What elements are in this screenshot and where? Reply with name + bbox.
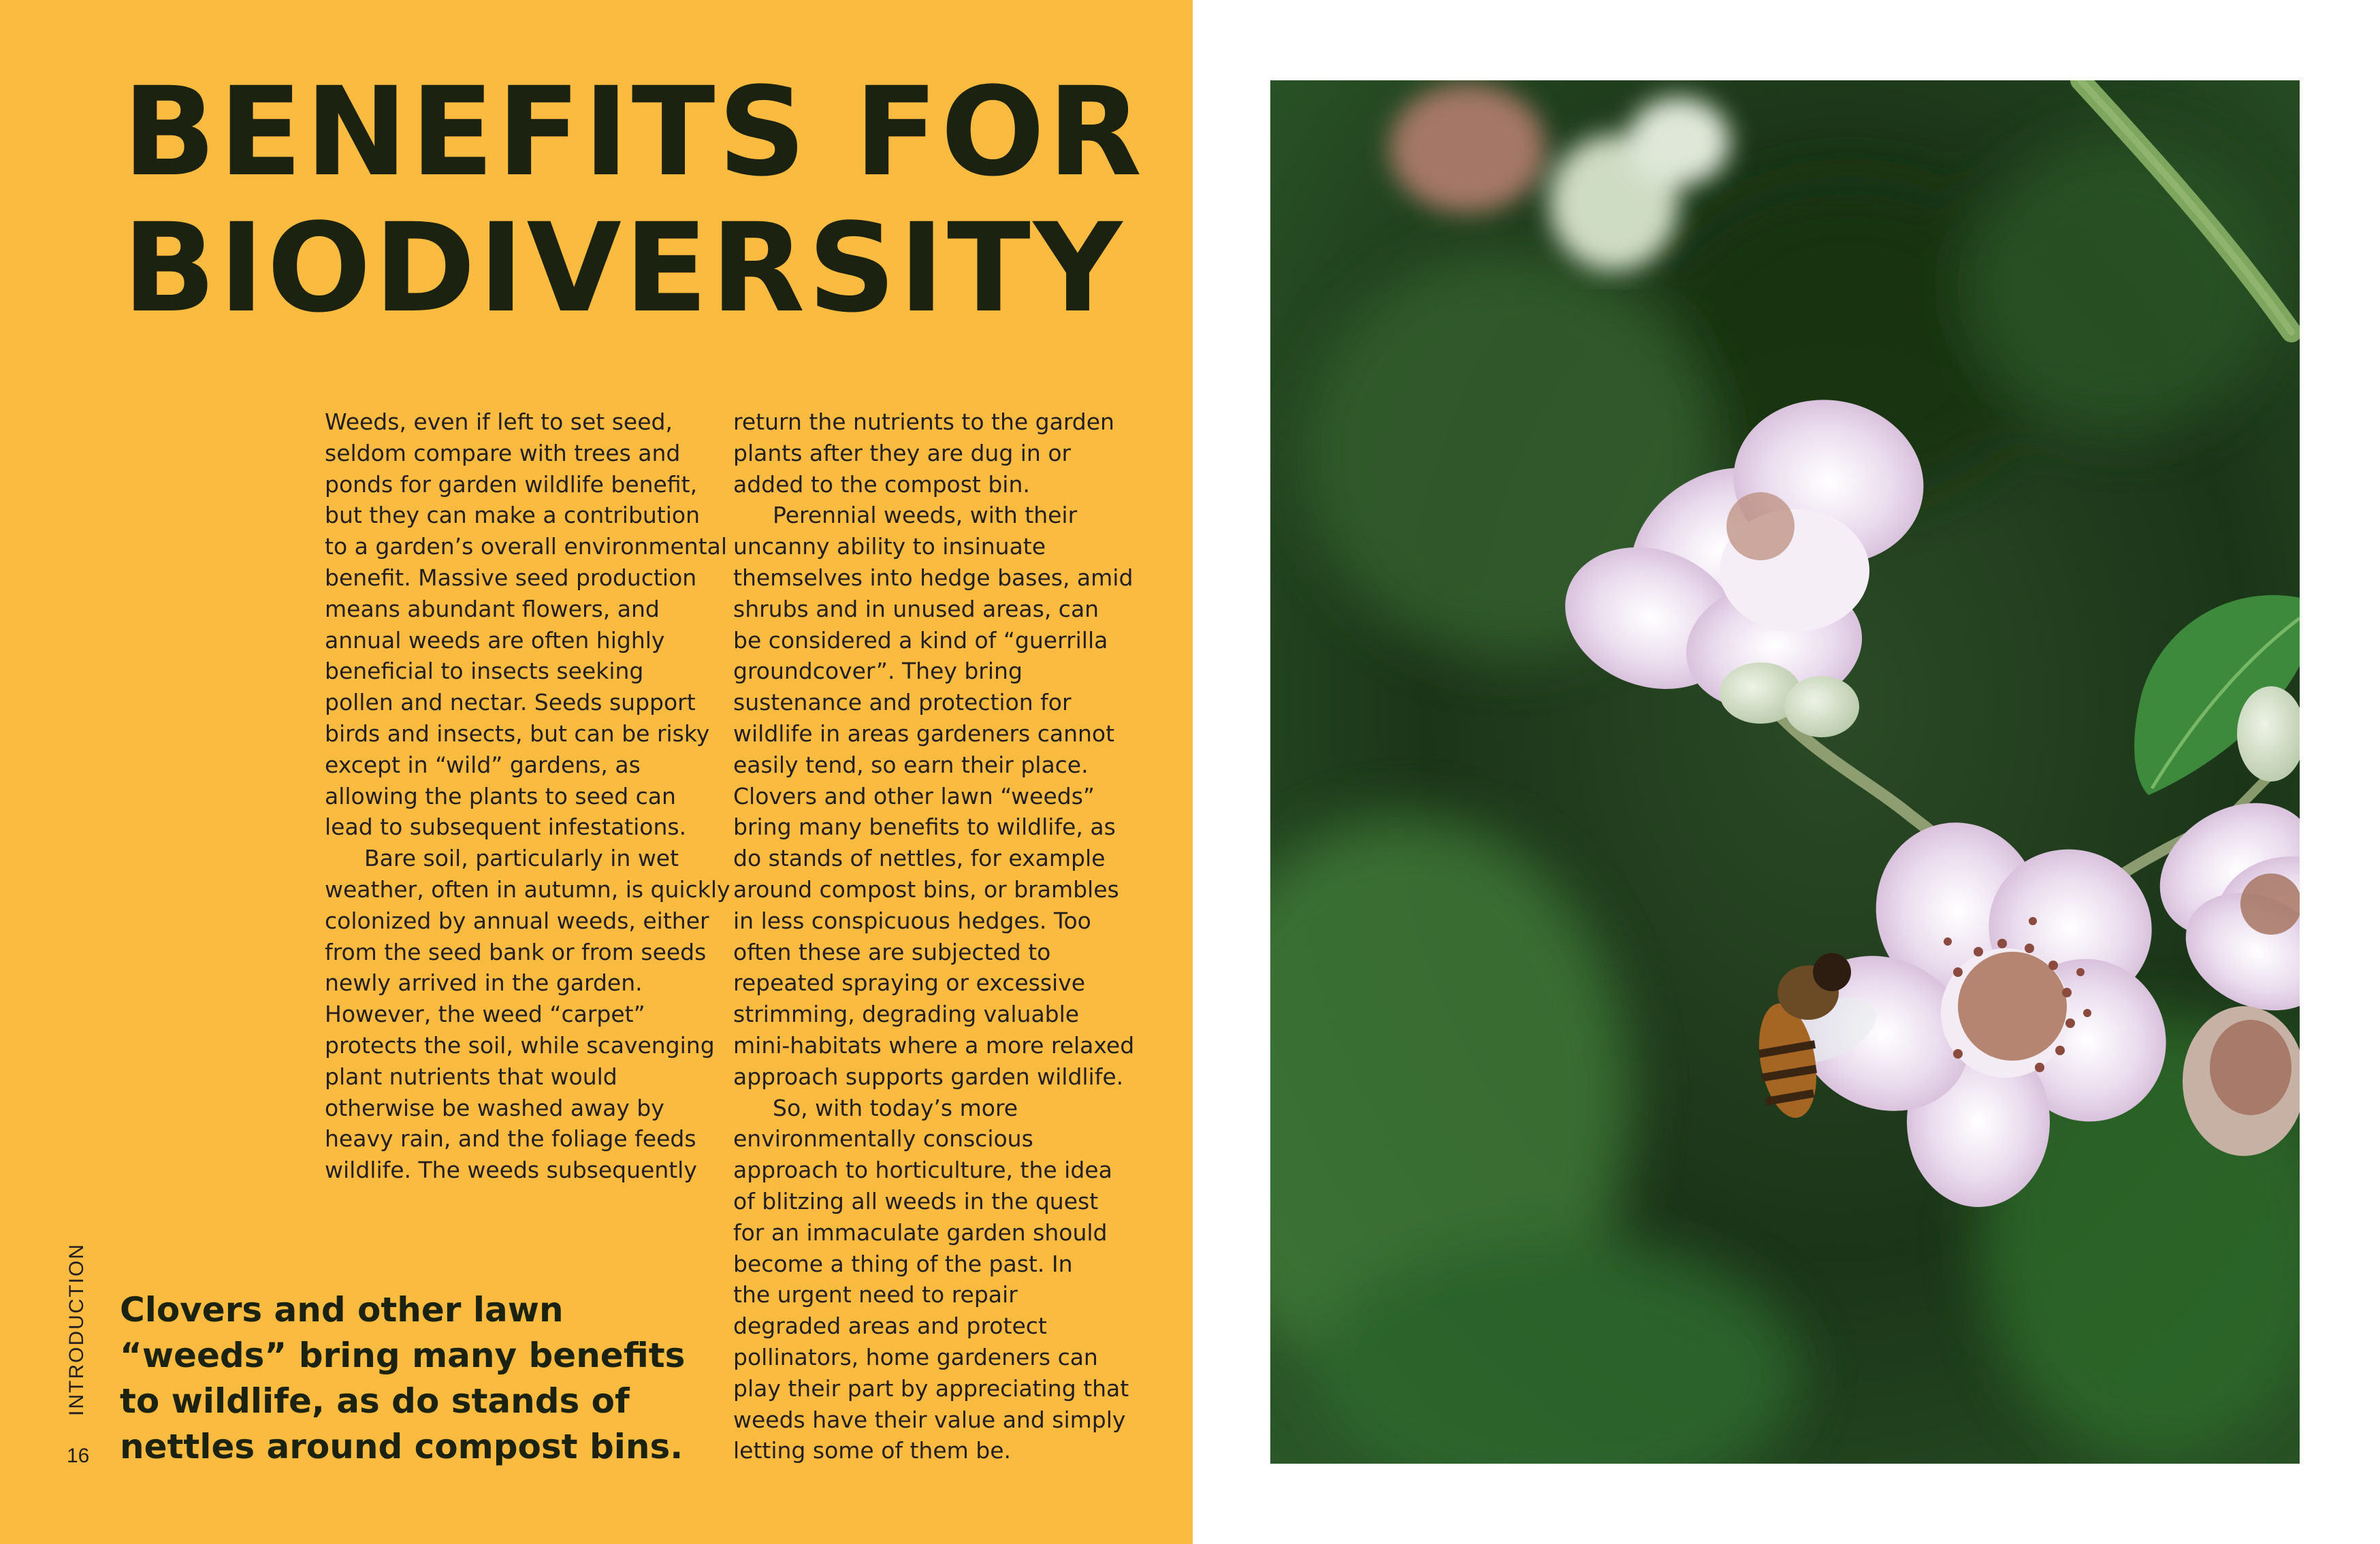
body-line: approach supports garden wildlife. <box>733 1063 1124 1090</box>
title-line: BIODIVERSITY <box>123 197 1125 340</box>
body-line: repeated spraying or excessive <box>733 969 1086 997</box>
body-column-2 <box>733 406 1142 1466</box>
body-line: pollinators, home gardeners can <box>733 1343 1098 1370</box>
body-line: colonized by annual weeds, either <box>325 907 709 934</box>
body-line: ponds for garden wildlife benefit, <box>325 470 698 498</box>
body-line: protects the soil, while scavenging <box>325 1031 715 1059</box>
body-line: from the seed bank or from seeds <box>325 938 707 965</box>
body-line: in less conspicuous hedges. Too <box>733 907 1091 934</box>
pull-quote-line: to wildlife, as do stands of <box>120 1381 630 1421</box>
body-line: but they can make a contribution <box>325 502 701 529</box>
body-line: weeds have their value and simply <box>733 1406 1126 1433</box>
body-line: degraded areas and protect <box>733 1313 1047 1340</box>
photo-illustration <box>1270 80 2300 1464</box>
body-line: around compost bins, or brambles <box>733 875 1119 903</box>
body-line: to a garden’s overall environmental <box>325 533 728 560</box>
body-line: means abundant flowers, and <box>325 595 660 622</box>
body-line: wildlife. The weeds subsequently <box>325 1157 697 1184</box>
body-line: the urgent need to repair <box>733 1281 1018 1308</box>
body-line: wildlife in areas gardeners cannot <box>733 720 1115 747</box>
body-line: environmentally conscious <box>733 1125 1033 1153</box>
body-line: themselves into hedge bases, amid <box>733 564 1133 591</box>
pull-quote-line: “weeds” bring many benefits <box>120 1336 686 1375</box>
body-line: weather, often in autumn, is quickly <box>325 875 730 903</box>
body-line: shrubs and in unused areas, can <box>733 595 1099 622</box>
body-line: lead to subsequent infestations. <box>325 814 687 841</box>
body-line: plants after they are dug in or <box>733 439 1072 466</box>
body-line: benefit. Massive seed production <box>325 564 697 591</box>
body-line: seldom compare with trees and <box>325 439 681 466</box>
body-line: Perennial weeds, with their <box>773 502 1078 529</box>
body-line: added to the compost bin. <box>733 470 1030 498</box>
body-line: approach to horticulture, the idea <box>733 1157 1112 1184</box>
body-line: except in “wild” gardens, as <box>325 751 641 778</box>
body-line: heavy rain, and the foliage feeds <box>325 1125 696 1153</box>
body-line: allowing the plants to seed can <box>325 782 676 809</box>
pull-quote-line: Clovers and other lawn <box>120 1290 564 1330</box>
pull-quote-line: nettles around compost bins. <box>120 1427 684 1466</box>
body-line: return the nutrients to the garden <box>733 408 1114 435</box>
body-line: often these are subjected to <box>733 938 1051 965</box>
body-line: of blitzing all weeds in the quest <box>733 1187 1099 1215</box>
body-line: be considered a kind of “guerrilla <box>733 626 1108 654</box>
body-line: strimming, degrading valuable <box>733 1001 1080 1028</box>
page-number: 16 <box>67 1445 90 1467</box>
body-line: easily tend, so earn their place. <box>733 751 1089 778</box>
body-line: groundcover”. They bring <box>733 658 1023 685</box>
body-line: play their part by appreciating that <box>733 1374 1129 1402</box>
page-title <box>123 61 1171 340</box>
body-line: bring many benefits to wildlife, as <box>733 814 1116 841</box>
body-column-1 <box>325 406 730 1186</box>
body-line: plant nutrients that would <box>325 1063 617 1090</box>
body-line: So, with today’s more <box>773 1094 1018 1121</box>
body-line: do stands of nettles, for example <box>733 845 1106 872</box>
body-line: newly arrived in the garden. <box>325 969 643 997</box>
body-line: for an immaculate garden should <box>733 1219 1108 1246</box>
body-line: letting some of them be. <box>733 1437 1012 1464</box>
body-line: However, the weed “carpet” <box>325 1001 645 1028</box>
body-line: Weeds, even if left to set seed, <box>325 408 673 435</box>
pull-quote <box>120 1287 686 1470</box>
body-line: beneficial to insects seeking <box>325 658 644 685</box>
body-line: uncanny ability to insinuate <box>733 533 1046 560</box>
body-line: birds and insects, but can be risky <box>325 720 710 747</box>
body-line: annual weeds are often highly <box>325 626 665 654</box>
body-line: become a thing of the past. In <box>733 1250 1073 1277</box>
title-line: BENEFITS FOR <box>123 61 1145 204</box>
body-line: sustenance and protection for <box>733 689 1072 716</box>
body-line: mini-habitats where a more relaxed <box>733 1031 1135 1059</box>
body-line: Bare soil, particularly in wet <box>364 845 679 872</box>
body-line: otherwise be washed away by <box>325 1094 664 1121</box>
section-label: INTRODUCTION <box>65 1243 88 1416</box>
body-line: Clovers and other lawn “weeds” <box>733 782 1095 809</box>
bramble-flower-bee-photo <box>1270 80 2300 1464</box>
body-line: pollen and nectar. Seeds support <box>325 689 696 716</box>
